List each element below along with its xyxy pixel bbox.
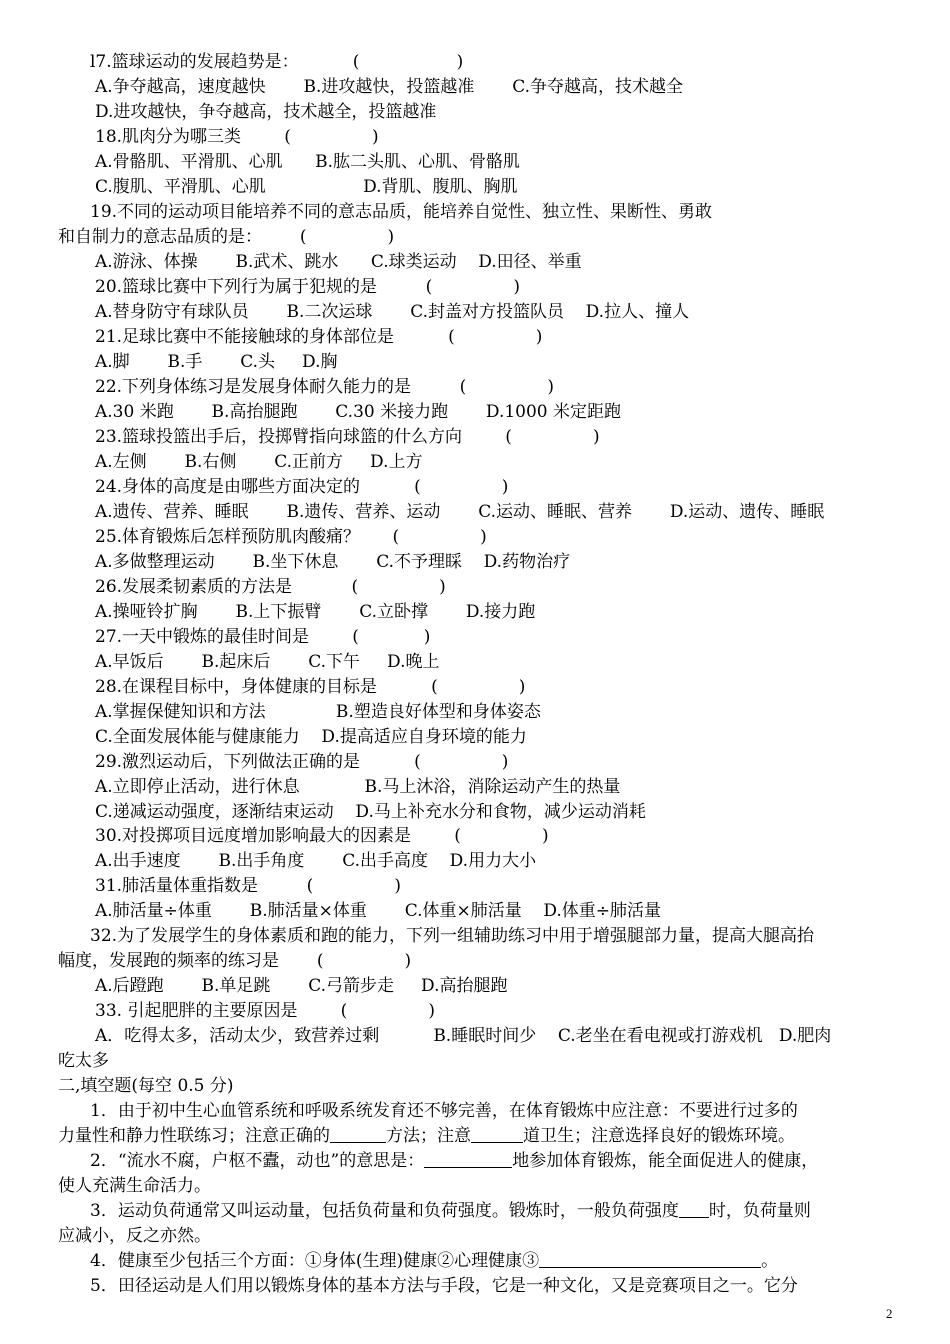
question-33-stem: 33. 引起肥胖的主要原因是 ( ) <box>95 1001 435 1021</box>
question-21-options: A.脚 B.手 C.头 D.胸 <box>95 352 338 372</box>
question-32-stem-line1: 32.为了发展学生的身体素质和跑的能力，下列一组辅助练习中用于增强腿部力量，提高大腿高抬 <box>90 926 815 946</box>
question-32-options: A.后蹬跑 B.单足跳 C.弓箭步走 D.高抬腿跑 <box>95 976 508 996</box>
question-17-stem: l7.篮球运动的发展趋势是： ( ) <box>90 52 464 72</box>
question-27-stem: 27.一天中锻炼的最佳时间是 ( ) <box>95 627 431 647</box>
fill-2-blank[interactable] <box>424 1151 512 1168</box>
question-32-stem-line2: 幅度，发展跑的频率的练习是 ( ) <box>58 951 412 971</box>
fill-1-text-a: 力量性和静力性联练习；注意正确的 <box>58 1126 330 1146</box>
question-33-options-line2: 吃太多 <box>58 1051 109 1071</box>
question-18-options-line1: A.骨骼肌、平滑肌、心肌 B.肱二头肌、心肌、骨骼肌 <box>95 152 520 172</box>
fill-1-line1: 1．由于初中生心血管系统和呼吸系统发育还不够完善，在体育锻炼中应注意：不要进行过多的 <box>90 1101 798 1121</box>
question-24-stem: 24.身体的高度是由哪些方面决定的 ( ) <box>95 477 509 497</box>
question-29-options-line2: C.递减运动强度，逐渐结束运动 D.马上补充水分和食物，减少运动消耗 <box>95 802 646 822</box>
question-22-stem: 22.下列身体练习是发展身体耐久能力的是 ( ) <box>95 377 554 397</box>
question-27-options: A.早饭后 B.起床后 C.下午 D.晚上 <box>95 652 440 672</box>
fill-3-line2: 应减小，反之亦然。 <box>58 1226 211 1246</box>
question-22-options: A.30 米跑 B.高抬腿跑 C.30 米接力跑 D.1000 米定距跑 <box>95 402 622 422</box>
question-28-stem: 28.在课程目标中，身体健康的目标是 ( ) <box>95 677 526 697</box>
question-24-options: A.遗传、营养、睡眠 B.遗传、营养、运动 C.运动、睡眠、营养 D.运动、遗传、睡眠 <box>95 502 825 522</box>
question-31-options: A.肺活量÷体重 B.肺活量×体重 C.体重×肺活量 D.体重÷肺活量 <box>95 901 662 921</box>
question-21-stem: 21.足球比赛中不能接触球的身体部位是 ( ) <box>95 327 543 347</box>
question-20-options: A.替身防守有球队员 B.二次运球 C.封盖对方投篮队员 D.拉人、撞人 <box>95 302 690 322</box>
section-2-title: 二,填空题(每空 0.5 分) <box>58 1076 234 1096</box>
question-25-stem: 25.体育锻炼后怎样预防肌肉酸痛？ ( ) <box>95 527 487 547</box>
fill-4-text-b: 。 <box>761 1251 779 1271</box>
question-19-stem-line1: 19.不同的运动项目能培养不同的意志品质，能培养自觉性、独立性、果断性、勇敢 <box>90 202 713 222</box>
question-30-options: A.出手速度 B.出手角度 C.出手高度 D.用力大小 <box>95 851 537 871</box>
question-33-options-line1: A．吃得太多，活动太少，致营养过剩 B.睡眠时间少 C.老坐在看电视或打游戏机 D.肥肉 <box>95 1026 832 1046</box>
question-30-stem: 30.对投掷项目远度增加影响最大的因素是 ( ) <box>95 826 549 846</box>
fill-2-line2: 使人充满生命活力。 <box>58 1176 211 1196</box>
page-number: 2 <box>886 1306 893 1321</box>
question-29-stem: 29.激烈运动后，下列做法正确的是 ( ) <box>95 752 509 772</box>
question-28-options-line1: A.掌握保健知识和方法 B.塑造良好体型和身体姿态 <box>95 702 541 722</box>
fill-4-text-a: 4．健康至少包括三个方面：①身体(生理)健康②心理健康③ <box>90 1251 540 1271</box>
fill-3-blank[interactable] <box>679 1201 709 1218</box>
question-29-options-line1: A.立即停止活动，进行休息 B.马上沐浴，消除运动产生的热量 <box>95 777 621 797</box>
fill-1-text-c: 道卫生；注意选择良好的锻炼环境。 <box>523 1126 795 1146</box>
fill-1-text-b: 方法；注意 <box>386 1126 471 1146</box>
question-18-options-line2: C.腹肌、平滑肌、心肌 D.背肌、腹肌、胸肌 <box>95 177 518 197</box>
question-31-stem: 31.肺活量体重指数是 ( ) <box>95 876 401 896</box>
fill-4-line1 <box>90 1251 778 1271</box>
fill-4-blank[interactable] <box>539 1251 761 1268</box>
question-20-stem: 20.篮球比赛中下列行为属于犯规的是 ( ) <box>95 277 520 297</box>
fill-2-text-b: 地参加体育锻炼，能全面促进人的健康， <box>512 1151 819 1171</box>
question-17-options-line1: A.争夺越高，速度越快 B.进攻越快，投篮越准 C.争夺越高，技术越全 <box>95 77 684 97</box>
fill-1-blank-2[interactable] <box>471 1126 523 1143</box>
fill-1-line2 <box>58 1126 795 1146</box>
fill-3-text-b: 时，负荷量则 <box>708 1201 811 1221</box>
question-23-options: A.左侧 B.右侧 C.正前方 D.上方 <box>95 452 423 472</box>
question-19-options: A.游泳、体操 B.武术、跳水 C.球类运动 D.田径、举重 <box>95 252 582 272</box>
fill-2-text-a: 2．“流水不腐，户枢不蠹，动也”的意思是： <box>90 1151 425 1171</box>
question-23-stem: 23.篮球投篮出手后，投掷臂指向球篮的什么方向 ( ) <box>95 427 600 447</box>
fill-5-line1: 5．田径运动是人们用以锻炼身体的基本方法与手段，它是一种文化，又是竞赛项目之一。它分 <box>90 1276 798 1296</box>
fill-1-blank-1[interactable] <box>330 1126 386 1143</box>
fill-3-line1 <box>90 1201 811 1221</box>
question-19-stem-line2: 和自制力的意志品质的是： ( ) <box>58 227 395 247</box>
fill-2-line1 <box>90 1151 818 1171</box>
fill-3-text-a: 3．运动负荷通常又叫运动量，包括负荷量和负荷强度。锻炼时，一般负荷强度 <box>90 1201 679 1221</box>
question-26-stem: 26.发展柔韧素质的方法是 ( ) <box>95 577 446 597</box>
question-26-options: A.操哑铃扩胸 B.上下振臂 C.立卧撑 D.接力跑 <box>95 602 536 622</box>
question-17-options-line2: D.进攻越快，争夺越高，技术越全，投篮越准 <box>95 102 437 122</box>
question-28-options-line2: C.全面发展体能与健康能力 D.提高适应自身环境的能力 <box>95 727 527 747</box>
question-25-options: A.多做整理运动 B.坐下休息 C.不予理睬 D.药物治疗 <box>95 552 571 572</box>
question-18-stem: 18.肌肉分为哪三类 ( ) <box>95 127 379 147</box>
